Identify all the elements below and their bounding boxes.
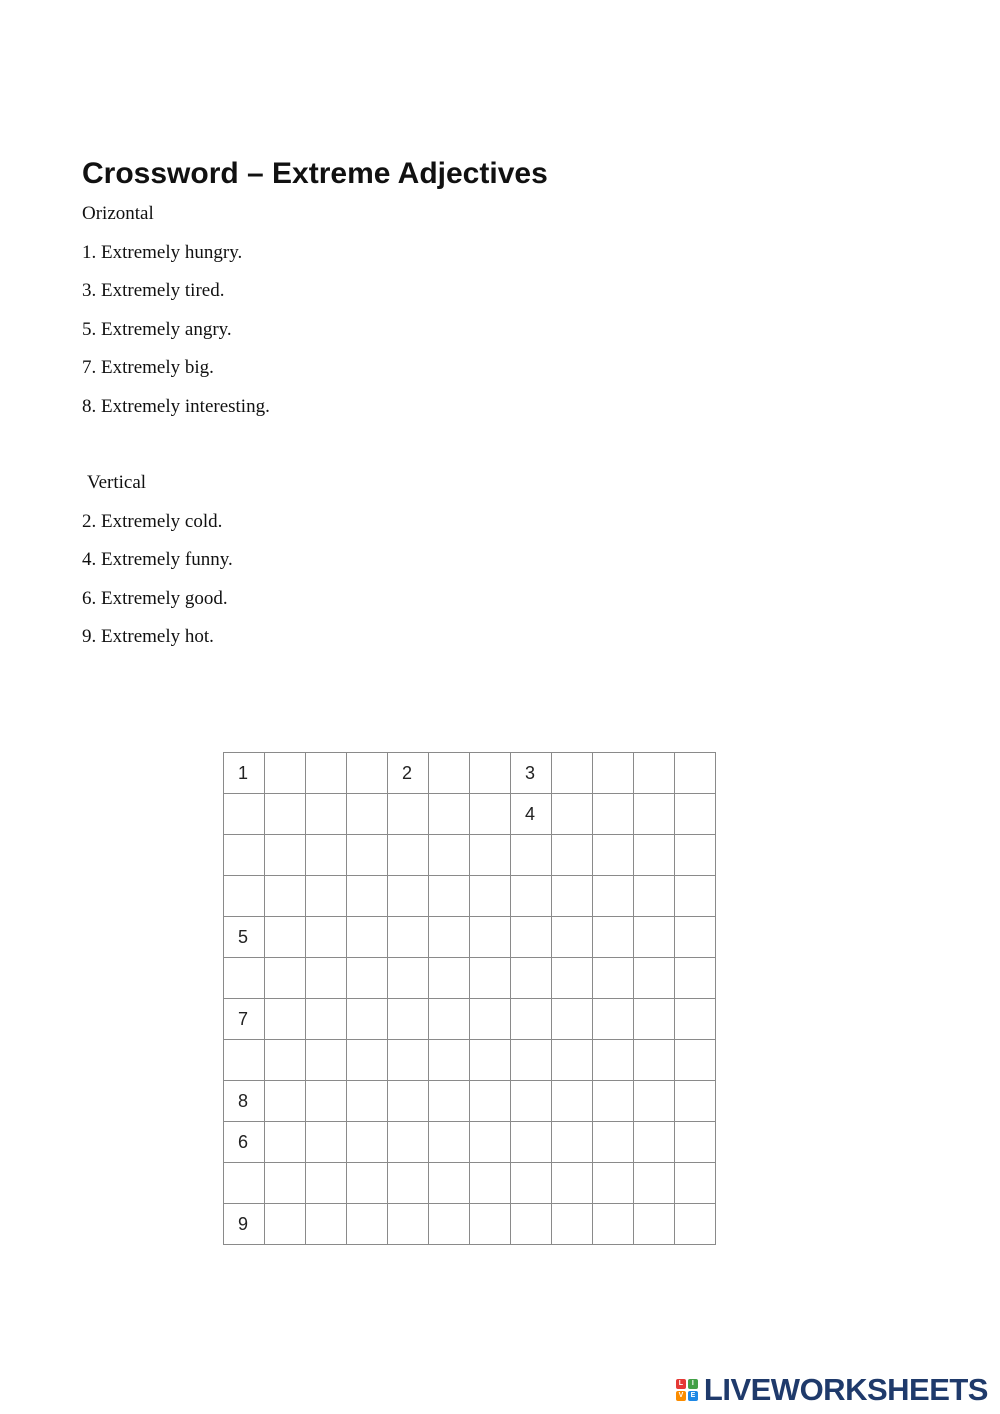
grid-cell[interactable] (470, 794, 511, 835)
grid-cell[interactable] (593, 999, 634, 1040)
grid-cell[interactable] (470, 876, 511, 917)
grid-cell[interactable] (224, 1122, 265, 1163)
grid-cell[interactable] (675, 999, 716, 1040)
grid-cell[interactable] (552, 835, 593, 876)
grid-cell[interactable] (306, 1040, 347, 1081)
grid-cell[interactable] (224, 917, 265, 958)
grid-cell[interactable] (306, 1081, 347, 1122)
clue-number: 7 (238, 1009, 249, 1029)
grid-cell[interactable] (470, 1163, 511, 1204)
grid-row (224, 958, 716, 999)
grid-cell[interactable] (224, 794, 265, 835)
horizontal-clue: 5. Extremely angry. (82, 318, 232, 340)
grid-cell[interactable] (675, 1122, 716, 1163)
grid-cell[interactable] (388, 1163, 429, 1204)
grid-cell[interactable] (675, 1081, 716, 1122)
liveworksheets-logo-icon (676, 1379, 698, 1401)
grid-row (224, 1040, 716, 1081)
grid-cell[interactable] (265, 1081, 306, 1122)
grid-cell[interactable] (265, 753, 306, 794)
grid-cell[interactable] (675, 917, 716, 958)
grid-cell[interactable] (634, 917, 675, 958)
grid-cell[interactable] (388, 999, 429, 1040)
grid-cell[interactable] (593, 958, 634, 999)
grid-cell[interactable] (429, 999, 470, 1040)
grid-cell[interactable] (347, 753, 388, 794)
grid-cell[interactable] (593, 835, 634, 876)
grid-cell[interactable] (634, 876, 675, 917)
grid-cell[interactable] (634, 1081, 675, 1122)
grid-cell[interactable] (429, 1040, 470, 1081)
grid-cell[interactable] (511, 835, 552, 876)
grid-cell[interactable] (224, 1040, 265, 1081)
grid-cell[interactable] (306, 794, 347, 835)
grid-cell[interactable] (306, 917, 347, 958)
grid-cell[interactable] (511, 1204, 552, 1245)
horizontal-heading: Orizontal (82, 203, 154, 224)
grid-row (224, 1122, 716, 1163)
grid-cell[interactable] (675, 1163, 716, 1204)
clue-number: 8 (238, 1091, 249, 1111)
grid-cell[interactable] (265, 917, 306, 958)
grid-cell[interactable] (347, 1081, 388, 1122)
grid-cell[interactable] (634, 1122, 675, 1163)
grid-cell[interactable] (634, 1204, 675, 1245)
grid-cell[interactable] (388, 1122, 429, 1163)
horizontal-clue: 7. Extremely big. (82, 357, 214, 379)
horizontal-clue: 1. Extremely hungry. (82, 242, 243, 263)
grid-cell[interactable] (552, 1040, 593, 1081)
clue-number: 6 (238, 1132, 249, 1152)
grid-cell[interactable] (593, 876, 634, 917)
clue-number: 3 (525, 763, 536, 783)
grid-cell[interactable] (593, 917, 634, 958)
vertical-clue-list (82, 510, 233, 664)
grid-cell[interactable] (429, 1163, 470, 1204)
grid-cell[interactable] (552, 1081, 593, 1122)
page-title: Crossword – Extreme Adjectives (82, 157, 548, 190)
grid-cell[interactable] (511, 1040, 552, 1081)
grid-cell[interactable] (388, 753, 429, 794)
grid-cell[interactable] (552, 917, 593, 958)
grid-cell[interactable] (347, 1204, 388, 1245)
grid-cell[interactable] (552, 1163, 593, 1204)
logo-tile: L (676, 1379, 686, 1389)
grid-cell[interactable] (429, 1204, 470, 1245)
grid-cell[interactable] (306, 1204, 347, 1245)
grid-cell[interactable] (265, 1163, 306, 1204)
grid-cell[interactable] (634, 794, 675, 835)
grid-cell[interactable] (470, 1040, 511, 1081)
clue-number: 4 (525, 804, 536, 824)
horizontal-clue: 3. Extremely tired. (82, 280, 225, 302)
horizontal-clue-list (82, 241, 270, 433)
grid-cell[interactable] (388, 835, 429, 876)
logo-tile: V (676, 1391, 686, 1401)
grid-cell[interactable] (388, 876, 429, 917)
grid-row (224, 835, 716, 876)
grid-cell[interactable] (347, 835, 388, 876)
grid-cell[interactable] (265, 876, 306, 917)
grid-cell[interactable] (224, 1081, 265, 1122)
vertical-heading: Vertical (87, 472, 147, 493)
grid-cell[interactable] (306, 835, 347, 876)
grid-cell[interactable] (306, 958, 347, 999)
grid-cell[interactable] (388, 917, 429, 958)
logo-tile: E (688, 1391, 698, 1401)
grid-cell[interactable] (388, 958, 429, 999)
grid-cell[interactable] (429, 753, 470, 794)
grid-cell[interactable] (593, 794, 634, 835)
grid-row (224, 999, 716, 1040)
grid-cell[interactable] (429, 1122, 470, 1163)
grid-cell[interactable] (552, 753, 593, 794)
grid-cell[interactable] (388, 794, 429, 835)
grid-cell[interactable] (224, 958, 265, 999)
grid-row (224, 1204, 716, 1245)
grid-cell[interactable] (306, 876, 347, 917)
grid-cell[interactable] (593, 1163, 634, 1204)
grid-cell[interactable] (265, 958, 306, 999)
grid-cell[interactable] (634, 1163, 675, 1204)
grid-cell[interactable] (675, 1040, 716, 1081)
grid-cell[interactable] (675, 753, 716, 794)
grid-row (224, 794, 716, 835)
grid-cell[interactable] (675, 1204, 716, 1245)
grid-cell[interactable] (388, 1081, 429, 1122)
grid-cell[interactable] (511, 1081, 552, 1122)
grid-cell[interactable] (224, 835, 265, 876)
horizontal-clue: 8. Extremely interesting. (82, 395, 270, 417)
grid-cell[interactable] (634, 1040, 675, 1081)
grid-cell[interactable] (429, 794, 470, 835)
grid-cell[interactable] (593, 1040, 634, 1081)
grid-cell[interactable] (470, 835, 511, 876)
grid-cell[interactable] (388, 1204, 429, 1245)
vertical-clue: 2. Extremely cold. (82, 511, 223, 532)
grid-cell[interactable] (265, 835, 306, 876)
brand-name: LIVEWORKSHEETS (703, 1372, 988, 1407)
grid-cell[interactable] (593, 1081, 634, 1122)
grid-cell[interactable] (634, 958, 675, 999)
grid-cell[interactable] (224, 999, 265, 1040)
grid-cell[interactable] (265, 1122, 306, 1163)
grid-cell[interactable] (265, 1040, 306, 1081)
grid-cell[interactable] (306, 753, 347, 794)
grid-cell[interactable] (675, 794, 716, 835)
logo-tile: I (688, 1379, 698, 1389)
grid-cell[interactable] (552, 1204, 593, 1245)
grid-cell[interactable] (429, 917, 470, 958)
grid-cell[interactable] (347, 917, 388, 958)
grid-cell[interactable] (306, 1163, 347, 1204)
grid-cell[interactable] (265, 1204, 306, 1245)
grid-cell[interactable] (675, 835, 716, 876)
grid-cell[interactable] (634, 999, 675, 1040)
grid-cell[interactable] (470, 917, 511, 958)
grid-cell[interactable] (429, 876, 470, 917)
grid-row (224, 876, 716, 917)
grid-cell[interactable] (388, 1040, 429, 1081)
liveworksheets-brand (676, 1372, 988, 1408)
grid-cell[interactable] (511, 1122, 552, 1163)
grid-cell[interactable] (224, 753, 265, 794)
grid-cell[interactable] (347, 1122, 388, 1163)
grid-cell[interactable] (552, 1122, 593, 1163)
grid-row (224, 1081, 716, 1122)
grid-cell[interactable] (429, 835, 470, 876)
grid-cell[interactable] (306, 1122, 347, 1163)
grid-cell[interactable] (511, 917, 552, 958)
grid-cell[interactable] (511, 999, 552, 1040)
grid-cell[interactable] (347, 999, 388, 1040)
grid-cell[interactable] (265, 999, 306, 1040)
grid-cell[interactable] (470, 753, 511, 794)
grid-cell[interactable] (224, 1204, 265, 1245)
grid-cell[interactable] (347, 876, 388, 917)
grid-cell[interactable] (511, 958, 552, 999)
grid-cell[interactable] (224, 1163, 265, 1204)
vertical-clue: 4. Extremely funny. (82, 549, 233, 571)
grid-cell[interactable] (347, 1163, 388, 1204)
grid-row (224, 917, 716, 958)
grid-cell[interactable] (224, 876, 265, 917)
grid-cell[interactable] (470, 958, 511, 999)
grid-cell[interactable] (675, 958, 716, 999)
grid-cell[interactable] (429, 958, 470, 999)
grid-cell[interactable] (265, 794, 306, 835)
grid-cell[interactable] (634, 835, 675, 876)
grid-cell[interactable] (470, 999, 511, 1040)
grid-cell[interactable] (511, 753, 552, 794)
grid-cell[interactable] (552, 876, 593, 917)
vertical-clue: 9. Extremely hot. (82, 626, 214, 648)
grid-row (224, 753, 716, 794)
grid-cell[interactable] (347, 794, 388, 835)
grid-cell[interactable] (347, 1040, 388, 1081)
grid-cell[interactable] (552, 999, 593, 1040)
grid-cell[interactable] (347, 958, 388, 999)
clue-number: 1 (238, 763, 249, 783)
grid-cell[interactable] (593, 1204, 634, 1245)
vertical-clue: 6. Extremely good. (82, 587, 228, 609)
clue-number: 5 (238, 927, 249, 947)
grid-cell[interactable] (511, 876, 552, 917)
grid-cell[interactable] (470, 1122, 511, 1163)
grid-row (224, 1163, 716, 1204)
grid-cell[interactable] (593, 1122, 634, 1163)
clue-number: 2 (402, 763, 413, 783)
grid-cell[interactable] (511, 1163, 552, 1204)
grid-cell[interactable] (634, 753, 675, 794)
grid-cell[interactable] (593, 753, 634, 794)
grid-cell[interactable] (552, 794, 593, 835)
grid-cell[interactable] (552, 958, 593, 999)
clue-number: 9 (238, 1214, 249, 1234)
grid-cell[interactable] (470, 1081, 511, 1122)
grid-cell[interactable] (470, 1204, 511, 1245)
grid-cell[interactable] (429, 1081, 470, 1122)
grid-cell[interactable] (511, 794, 552, 835)
crossword-grid (223, 752, 716, 1245)
grid-cell[interactable] (675, 876, 716, 917)
grid-cell[interactable] (306, 999, 347, 1040)
